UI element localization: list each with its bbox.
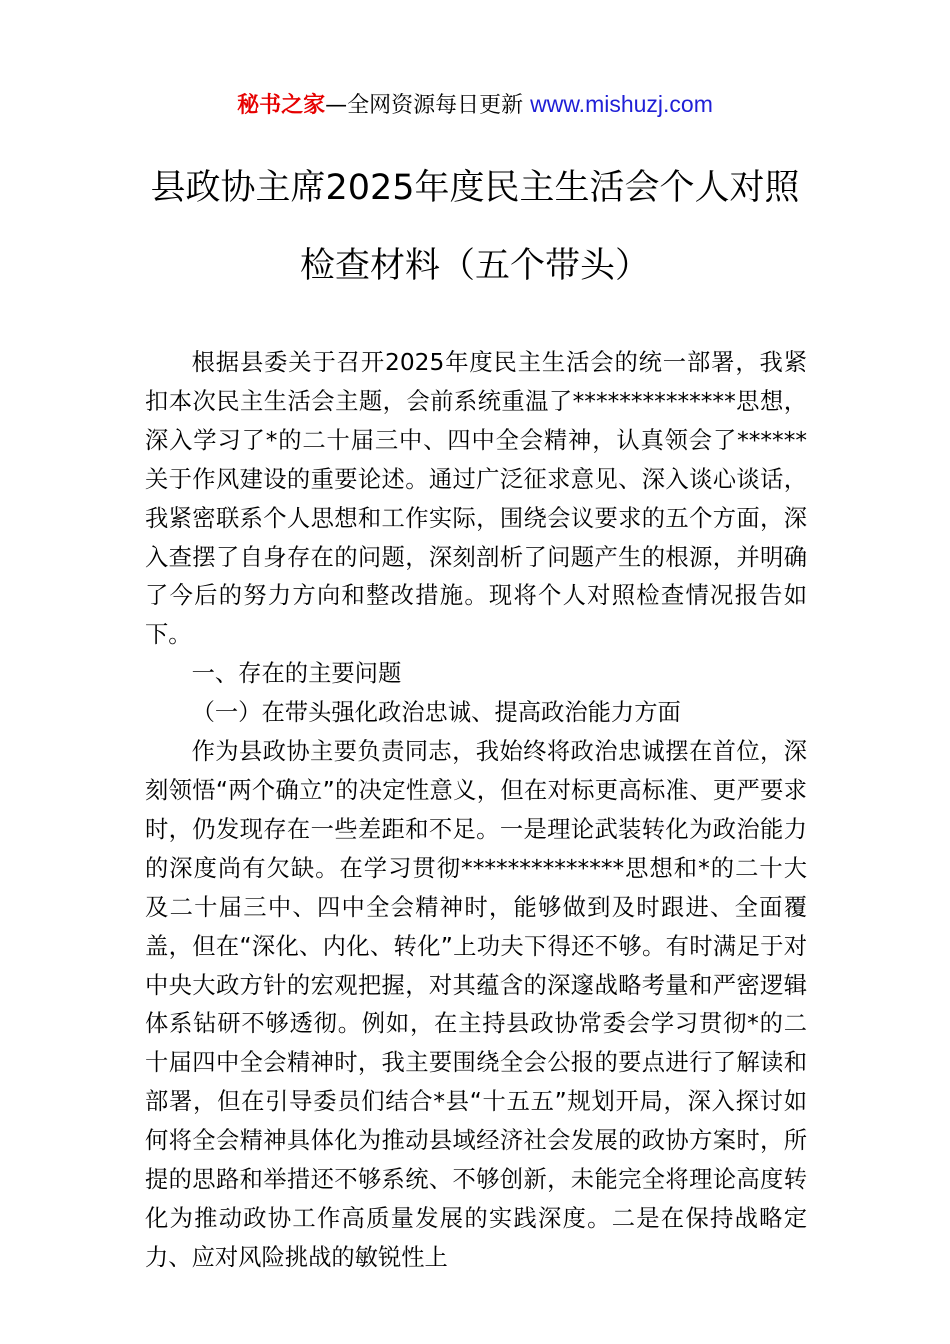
intro-paragraph: 根据县委关于召开2025年度民主生活会的统一部署，我紧扣本次民主生活会主题，会前系统重温了**************思想，深入学习了*的二十届三中、四中全会精神，认真领会了******关于作风建设的重要论述。通过广泛征求意见、深入谈心谈话，我紧密联系个人思想和工作实际，围绕会议要求的五个方面，深入查摆了自身存在的问题，深刻剖析了问题产生的根源，并明确了今后的努力方向和整改措施。现将个人对照检查情况报告如下。 xyxy=(145,349,807,649)
brand-name: 秘书之家 xyxy=(237,93,326,118)
subsection-heading: （一）在带头强化政治忠诚、提高政治能力方面 xyxy=(191,699,681,727)
document-title xyxy=(120,160,830,294)
document-body xyxy=(145,344,807,1278)
site-header xyxy=(0,88,950,122)
title-line-2: 检查材料（五个带头） xyxy=(299,246,650,286)
title-line-1: 县政协主席2025年度民主生活会个人对照 xyxy=(150,168,800,208)
section-heading: 一、存在的主要问题 xyxy=(191,660,402,688)
body-paragraph: 作为县政协主要负责同志，我始终将政治忠诚摆在首位，深刻领悟“两个确立”的决定性意义，但在对标更高标准、更严要求时，仍发现存在一些差距和不足。一是理论武装转化为政治能力的深度尚有欠缺。在学习贯彻**************思想和*的二十大及二十届三中、四中全会精神时，能够做到及时跟进、全面覆盖，但在“深化、内化、转化”上功夫下得还不够。有时满足于对中央大政方针的宏观把握，对其蕴含的深邃战略考量和严密逻辑体系钻研不够透彻。例如，在主持县政协常委会学习贯彻*的二十届四中全会精神时，我主要围绕全会公报的要点进行了解读和部署，但在引导委员们结合*县“十五五”规划开局，深入探讨如何将全会精神具体化为推动县域经济社会发展的政协方案时，所提的思路和举措还不够系统、不够创新，未能完全将理论高度转化为推动政协工作高质量发展的实践深度。二是在保持战略定力、应对风险挑战的敏锐性上 xyxy=(145,738,807,1271)
site-url-link[interactable]: www.mishuzj.com xyxy=(530,91,713,117)
header-tagline: —全网资源每日更新 xyxy=(325,93,524,118)
